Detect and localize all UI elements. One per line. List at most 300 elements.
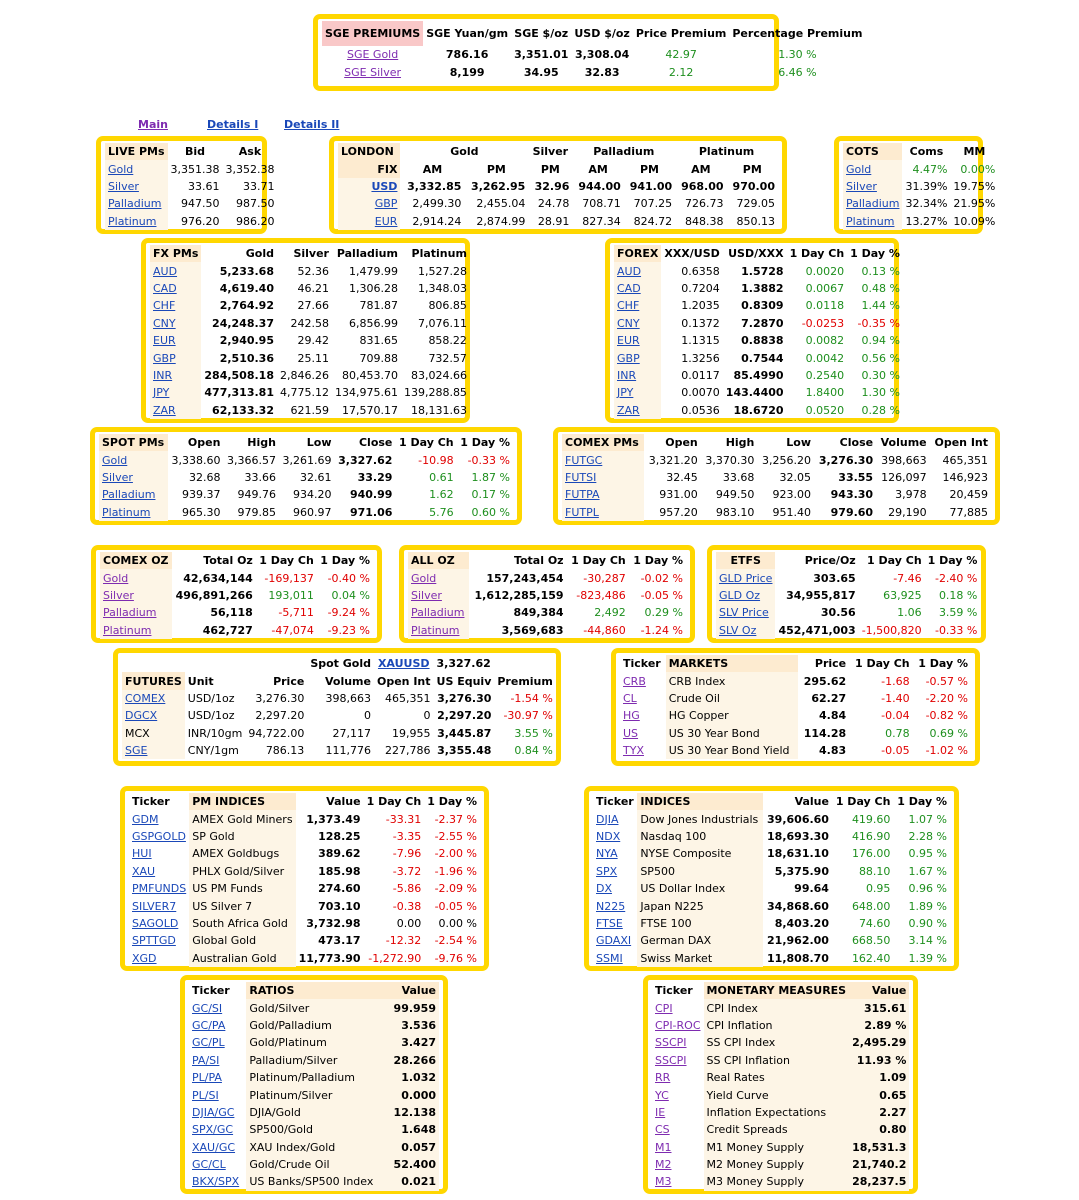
comexpms-futpa-link[interactable]: FUTPA <box>565 488 600 502</box>
pm-indices-table <box>129 793 480 967</box>
ticker-cell <box>129 880 189 897</box>
table-cell: -3.72 <box>392 864 422 878</box>
ticker-cell <box>129 810 189 827</box>
pmindices-header: Ticker <box>132 795 170 809</box>
etfs-slv-oz-link[interactable]: SLV Oz <box>719 623 757 637</box>
all-oz-table <box>408 552 686 639</box>
indices-spx-link[interactable]: SPX <box>596 864 618 878</box>
live-palladium-link[interactable]: Palladium <box>108 197 162 211</box>
table-cell: 2,297.20 <box>255 709 305 723</box>
table-cell: 32.83 <box>584 65 620 79</box>
pmindices-xau-link[interactable]: XAU <box>132 864 156 878</box>
monetary-sscpi-link[interactable]: SSCPI <box>655 1053 687 1067</box>
table-cell: US 30 Year Bond Yield <box>666 742 799 759</box>
table-cell: 939.37 <box>181 488 221 502</box>
table-cell: 848.38 <box>685 214 724 228</box>
table-cell: INR/10gm <box>187 726 243 740</box>
table-cell: -0.57 % <box>925 674 968 688</box>
ratios-panel <box>180 975 448 1194</box>
table-cell: 21.95% <box>953 197 996 211</box>
table-cell: 831.65 <box>359 334 398 348</box>
ratios-pa-si-link[interactable]: PA/SI <box>192 1053 220 1067</box>
futures-header: FUTURES <box>122 672 185 689</box>
table-cell: 32.34% <box>905 197 948 211</box>
table-cell: -12.32 <box>385 934 422 948</box>
monetary-sscpi-link[interactable]: SSCPI <box>655 1036 687 1050</box>
ticker-cell <box>150 315 201 332</box>
table-cell: 0.0520 <box>805 403 845 417</box>
indices-djia-link[interactable]: DJIA <box>596 812 619 826</box>
etfs-gld-oz-link[interactable]: GLD Oz <box>719 588 761 602</box>
london-usd-link[interactable]: USD <box>371 179 398 193</box>
etfs-panel <box>707 545 986 643</box>
table-row <box>716 622 980 639</box>
table-row <box>189 1017 439 1034</box>
ticker-cell <box>614 297 661 314</box>
indices-ndx-link[interactable]: NDX <box>596 829 621 843</box>
monetary-cs-link[interactable]: CS <box>655 1123 670 1137</box>
table-cell: 416.90 <box>851 829 891 843</box>
table-cell: 3,276.30 <box>818 453 874 467</box>
fxpms-jpy-link[interactable]: JPY <box>153 386 170 400</box>
markets-us-link[interactable]: US <box>623 726 639 740</box>
table-cell: 951.40 <box>772 505 812 519</box>
table-cell: 0.057 <box>387 1139 439 1156</box>
comex-pms-table <box>562 434 991 521</box>
table-cell: 786.13 <box>265 744 305 758</box>
indices-panel <box>584 786 959 971</box>
ratios-djia-gc-link[interactable]: DJIA/GC <box>192 1105 235 1119</box>
table-cell: CRB Index <box>666 672 799 689</box>
indices-gdaxi-link[interactable]: GDAXI <box>596 934 632 948</box>
forex-jpy-link[interactable]: JPY <box>617 386 634 400</box>
alloz-platinum-link[interactable]: Platinum <box>411 623 460 637</box>
forex-panel <box>605 238 899 423</box>
etfs-slv-price-link[interactable]: SLV Price <box>719 606 769 620</box>
table-cell: 0.60 % <box>471 505 510 519</box>
forex-header: 1 Day Ch <box>789 247 845 261</box>
alloz-palladium-link[interactable]: Palladium <box>411 606 465 620</box>
comexoz-gold-link[interactable]: Gold <box>103 571 129 585</box>
table-cell: -1.02 % <box>925 744 968 758</box>
table-cell: 2,846.26 <box>279 368 329 382</box>
table-cell: PHLX Gold/Silver <box>189 863 295 880</box>
comexpms-futsi-link[interactable]: FUTSI <box>565 470 597 484</box>
table-cell: 0.0070 <box>681 386 720 400</box>
table-cell: 242.58 <box>290 316 329 330</box>
table-row <box>150 349 470 366</box>
ticker-cell <box>122 707 185 724</box>
monetary-table <box>652 982 909 1191</box>
forex-cad-link[interactable]: CAD <box>617 281 641 295</box>
ticker-cell <box>652 1052 704 1069</box>
monetary-cpi-link[interactable]: CPI <box>655 1001 673 1015</box>
table-cell: 0.7204 <box>681 281 720 295</box>
ticker-cell <box>652 1069 704 1086</box>
fxpms-aud-link[interactable]: AUD <box>153 264 178 278</box>
ratios-gc-pa-link[interactable]: GC/PA <box>192 1018 226 1032</box>
comexoz-silver-link[interactable]: Silver <box>103 588 134 602</box>
table-cell: 17,570.17 <box>341 403 398 417</box>
table-cell: 139,288.85 <box>403 386 467 400</box>
table-cell: 32.61 <box>300 470 332 484</box>
etfs-table <box>716 552 980 639</box>
comexpms-futpl-link[interactable]: FUTPL <box>565 505 599 519</box>
spot-palladium-link[interactable]: Palladium <box>102 488 156 502</box>
table-cell: 452,471,003 <box>778 623 856 637</box>
pmindices-pmfunds-link[interactable]: PMFUNDS <box>132 882 187 896</box>
live-platinum-link[interactable]: Platinum <box>108 214 157 228</box>
spot-silver-link[interactable]: Silver <box>102 470 133 484</box>
ticker-cell <box>129 950 189 967</box>
table-cell: Gold/Crude Oil <box>246 1156 386 1173</box>
table-row <box>129 897 480 914</box>
table-cell: M1 Money Supply <box>704 1139 850 1156</box>
table-cell: 27.66 <box>297 299 329 313</box>
ticker-cell <box>129 915 189 932</box>
alloz-header: 1 Day % <box>633 554 683 568</box>
monetary-header: Value <box>849 982 909 999</box>
monetary-m1-link[interactable]: M1 <box>655 1140 672 1154</box>
table-cell: 0.8838 <box>741 334 784 348</box>
fx-pms-panel <box>141 238 470 423</box>
markets-hg-link[interactable]: HG <box>623 709 640 723</box>
ticker-cell <box>122 725 185 742</box>
pmindices-spttgd-link[interactable]: SPTTGD <box>132 934 176 948</box>
forex-zar-link[interactable]: ZAR <box>617 403 640 417</box>
london-eur-link[interactable]: EUR <box>374 214 398 228</box>
table-cell: 0.0536 <box>681 403 720 417</box>
table-cell: 284,508.18 <box>204 368 274 382</box>
table-cell: 473.17 <box>318 934 361 948</box>
table-cell: 3,256.20 <box>762 453 812 467</box>
table-row <box>99 486 513 503</box>
table-cell: 4.83 <box>819 744 847 758</box>
spot-pms-table <box>99 434 513 521</box>
ratios-pl-pa-link[interactable]: PL/PA <box>192 1071 222 1085</box>
ticker-cell <box>100 604 172 621</box>
monetary-ie-link[interactable]: IE <box>655 1105 666 1119</box>
futures-header: Volume <box>324 674 371 688</box>
table-cell: 0.90 % <box>908 916 947 930</box>
table-row <box>105 195 277 212</box>
table-cell: US 30 Year Bond <box>666 725 799 742</box>
spot-gold-link[interactable]: Gold <box>102 453 128 467</box>
alloz-silver-link[interactable]: Silver <box>411 588 442 602</box>
forex-header: 1 Day % <box>850 247 900 261</box>
table-row <box>408 569 686 586</box>
table-cell: 0.61 <box>429 470 454 484</box>
fxpms-cad-link[interactable]: CAD <box>153 281 177 295</box>
table-cell: 732.57 <box>428 351 467 365</box>
cots-gold-link[interactable]: Gold <box>846 162 872 176</box>
futures-sge-link[interactable]: SGE <box>125 744 148 758</box>
futures-header: US Equiv <box>436 674 492 688</box>
forex-cny-link[interactable]: CNY <box>617 316 640 330</box>
nav-details1-link[interactable]: Details I <box>207 118 259 131</box>
table-row <box>189 1034 439 1051</box>
sge-premiums-table <box>322 21 865 81</box>
ticker-cell <box>562 469 644 486</box>
table-cell: 1.09 <box>849 1069 909 1086</box>
forex-aud-link[interactable]: AUD <box>617 264 642 278</box>
table-cell: 3.427 <box>387 1034 439 1051</box>
table-cell: 0.95 <box>865 882 891 896</box>
ratios-xau-gc-link[interactable]: XAU/GC <box>192 1140 236 1154</box>
futures-comex-link[interactable]: COMEX <box>125 691 166 705</box>
table-cell: US Dollar Index <box>637 880 763 897</box>
comexoz-header: 1 Day % <box>320 554 370 568</box>
markets-tyx-link[interactable]: TYX <box>623 744 644 758</box>
table-cell: 931.00 <box>659 488 698 502</box>
monetary-rr-link[interactable]: RR <box>655 1071 671 1085</box>
table-cell: 3,321.20 <box>648 453 698 467</box>
monetary-yc-link[interactable]: YC <box>655 1088 669 1102</box>
table-row <box>150 315 470 332</box>
table-cell: Global Gold <box>189 932 295 949</box>
ticker-cell <box>150 367 201 384</box>
table-cell: 0.0042 <box>805 351 845 365</box>
table-cell: 824.72 <box>633 214 673 228</box>
table-cell: 3,308.04 <box>574 48 630 62</box>
table-row <box>189 1156 439 1173</box>
ratios-table <box>189 982 439 1191</box>
table-cell: 781.87 <box>359 299 398 313</box>
table-cell: 33.29 <box>357 470 393 484</box>
cots-platinum-link[interactable]: Platinum <box>846 214 895 228</box>
xauusd-value: 3,327.62 <box>436 657 491 671</box>
pmindices-header: 1 Day % <box>427 795 477 809</box>
table-cell: 0.021 <box>387 1173 439 1190</box>
cots-silver-link[interactable]: Silver <box>846 179 877 193</box>
table-cell: -0.05 % <box>434 899 477 913</box>
ratios-gc-pl-link[interactable]: GC/PL <box>192 1036 225 1050</box>
pmindices-hui-link[interactable]: HUI <box>132 847 152 861</box>
fxpms-zar-link[interactable]: ZAR <box>153 403 176 417</box>
xauusd-link[interactable]: XAUUSD <box>377 657 430 671</box>
ratios-bkx-spx-link[interactable]: BKX/SPX <box>192 1175 240 1189</box>
table-cell: 983.10 <box>715 505 755 519</box>
table-cell: 11,808.70 <box>767 951 829 965</box>
table-cell: US PM Funds <box>189 880 295 897</box>
table-cell: 949.76 <box>237 488 276 502</box>
table-cell: 3,370.30 <box>705 453 755 467</box>
live-gold-link[interactable]: Gold <box>108 162 134 176</box>
sge-gold-link[interactable]: SGE Gold <box>346 48 399 62</box>
indices-nya-link[interactable]: NYA <box>596 847 618 861</box>
table-cell: SP Gold <box>189 828 295 845</box>
fxpms-inr-link[interactable]: INR <box>153 368 173 382</box>
ticker-cell <box>150 280 201 297</box>
table-row <box>150 384 470 401</box>
comexoz-platinum-link[interactable]: Platinum <box>103 623 152 637</box>
table-cell: 0.0067 <box>805 281 845 295</box>
pmindices-silver7-link[interactable]: SILVER7 <box>132 899 177 913</box>
live-silver-link[interactable]: Silver <box>108 179 139 193</box>
forex-chf-link[interactable]: CHF <box>617 299 640 313</box>
indices-ftse-link[interactable]: FTSE <box>596 916 623 930</box>
table-cell: 419.60 <box>851 812 891 826</box>
london-subheader: AM <box>422 162 443 176</box>
monetary-m2-link[interactable]: M2 <box>655 1158 672 1172</box>
etfs-gld-price-link[interactable]: GLD Price <box>719 571 773 585</box>
table-cell: -2.20 % <box>925 691 968 705</box>
table-row <box>562 486 991 503</box>
table-cell: SS CPI Index <box>704 1034 850 1051</box>
table-cell: 668.50 <box>851 934 891 948</box>
table-cell: 0.56 % <box>861 351 900 365</box>
ticker-cell <box>122 690 185 707</box>
table-cell: 976.20 <box>181 214 220 228</box>
live-header: Bid <box>184 145 206 159</box>
monetary-cpi-roc-link[interactable]: CPI-ROC <box>655 1018 701 1032</box>
table-row <box>562 469 991 486</box>
table-cell: 0.0118 <box>805 299 845 313</box>
table-cell: 1.30 % <box>861 386 900 400</box>
table-row <box>105 213 277 230</box>
fxpms-cny-link[interactable]: CNY <box>153 316 176 330</box>
ratios-gc-cl-link[interactable]: GC/CL <box>192 1158 226 1172</box>
cots-palladium-link[interactable]: Palladium <box>846 197 900 211</box>
table-cell: 4,775.12 <box>279 386 329 400</box>
ratios-pl-si-link[interactable]: PL/SI <box>192 1088 219 1102</box>
table-cell: 987.50 <box>235 197 275 211</box>
alloz-gold-link[interactable]: Gold <box>411 571 437 585</box>
table-cell: 28.91 <box>537 214 570 228</box>
table-row <box>562 451 991 468</box>
forex-eur-link[interactable]: EUR <box>617 334 640 348</box>
fxpms-gbp-link[interactable]: GBP <box>153 351 176 365</box>
markets-table <box>620 655 971 759</box>
table-cell: 13.27% <box>905 214 948 228</box>
indices-dx-link[interactable]: DX <box>596 882 613 896</box>
table-cell: 465,351 <box>942 453 988 467</box>
etfs-header: 1 Day % <box>927 554 978 568</box>
spot-header: 1 Day Ch <box>399 436 454 450</box>
table-cell: 3.55 % <box>514 726 553 740</box>
table-cell: 1.39 % <box>908 951 947 965</box>
futures-header: Price <box>273 674 305 688</box>
table-row <box>150 367 470 384</box>
spot-platinum-link[interactable]: Platinum <box>102 505 151 519</box>
indices-ssmi-link[interactable]: SSMI <box>596 951 623 965</box>
ticker-cell <box>100 569 172 586</box>
ticker-cell <box>129 932 189 949</box>
ticker-cell <box>129 828 189 845</box>
table-cell: 52.400 <box>387 1156 439 1173</box>
table-cell: 648.00 <box>851 899 891 913</box>
table-row <box>652 1173 909 1190</box>
ticker-cell <box>189 1104 246 1121</box>
markets-crb-link[interactable]: CRB <box>623 674 646 688</box>
table-cell: 949.50 <box>715 488 755 502</box>
nav-details2-link[interactable]: Details II <box>284 118 340 131</box>
sge-silver-link[interactable]: SGE Silver <box>344 65 402 79</box>
table-row <box>129 863 480 880</box>
table-row <box>338 195 778 212</box>
monetary-header: MONETARY MEASURES <box>704 982 850 999</box>
pmindices-gspgold-link[interactable]: GSPGOLD <box>132 829 186 843</box>
ratios-spx-gc-link[interactable]: SPX/GC <box>192 1123 234 1137</box>
london-gbp-link[interactable]: GBP <box>374 197 398 211</box>
forex-gbp-link[interactable]: GBP <box>617 351 640 365</box>
ticker-cell <box>99 504 168 521</box>
comexoz-palladium-link[interactable]: Palladium <box>103 606 157 620</box>
table-cell: 849,384 <box>513 606 564 620</box>
ticker-cell <box>614 280 661 297</box>
table-cell: 0.04 % <box>331 588 370 602</box>
table-cell: 42.97 <box>665 48 697 62</box>
markets-cl-link[interactable]: CL <box>623 691 637 705</box>
table-cell: 21,740.2 <box>849 1156 909 1173</box>
table-cell: 28,237.5 <box>849 1173 909 1190</box>
ratios-gc-si-link[interactable]: GC/SI <box>192 1001 223 1015</box>
table-cell: 1.648 <box>387 1121 439 1138</box>
table-cell: 19,955 <box>392 726 431 740</box>
markets-header: Price <box>814 657 847 671</box>
table-row <box>562 504 991 521</box>
table-cell: 157,243,454 <box>486 571 564 585</box>
table-cell: 3,366.57 <box>227 453 276 467</box>
spot-gold-label: Spot Gold <box>310 657 371 671</box>
table-cell: 29,190 <box>888 505 927 519</box>
table-cell: Platinum/Palladium <box>246 1069 386 1086</box>
nav-main-link[interactable]: Main <box>138 118 168 131</box>
fxpms-eur-link[interactable]: EUR <box>153 334 176 348</box>
table-row <box>150 280 470 297</box>
table-cell: 0.29 % <box>644 606 683 620</box>
table-cell: 2.28 % <box>908 829 947 843</box>
ticker-cell <box>129 897 189 914</box>
fxpms-chf-link[interactable]: CHF <box>153 299 176 313</box>
table-row <box>843 213 998 230</box>
table-cell: 2.27 <box>849 1104 909 1121</box>
futures-dgcx-link[interactable]: DGCX <box>125 709 158 723</box>
pmindices-sagold-link[interactable]: SAGOLD <box>132 916 179 930</box>
table-cell: 465,351 <box>385 691 431 705</box>
ticker-cell <box>408 604 469 621</box>
comexpms-futgc-link[interactable]: FUTGC <box>565 453 603 467</box>
table-row <box>614 349 903 366</box>
comexpms-header: Open <box>665 436 698 450</box>
table-cell: US Silver 7 <box>189 897 295 914</box>
table-row <box>122 742 556 759</box>
spot-header: High <box>247 436 276 450</box>
table-cell: 0.1372 <box>681 316 720 330</box>
table-row <box>129 950 480 967</box>
ticker-cell <box>593 897 637 914</box>
pmindices-gdm-link[interactable]: GDM <box>132 812 159 826</box>
monetary-m3-link[interactable]: M3 <box>655 1175 672 1189</box>
table-cell: -5.86 <box>392 882 422 896</box>
table-cell: 1.3882 <box>741 281 784 295</box>
ticker-cell <box>189 1086 246 1103</box>
indices-n225-link[interactable]: N225 <box>596 899 626 913</box>
pmindices-xgd-link[interactable]: XGD <box>132 951 157 965</box>
table-cell: 0.00% <box>960 162 996 176</box>
table-cell: 34.95 <box>523 65 559 79</box>
london-header: LONDON <box>338 143 400 160</box>
forex-inr-link[interactable]: INR <box>617 368 637 382</box>
table-row <box>593 915 950 932</box>
table-cell: 806.85 <box>428 299 467 313</box>
table-cell: -47,074 <box>271 623 314 637</box>
table-cell: 2.89 % <box>849 1017 909 1034</box>
table-cell: US Banks/SP500 Index <box>246 1173 386 1190</box>
table-cell: Gold/Platinum <box>246 1034 386 1051</box>
table-cell: 986.20 <box>235 214 275 228</box>
table-cell: 3,338.60 <box>171 453 221 467</box>
